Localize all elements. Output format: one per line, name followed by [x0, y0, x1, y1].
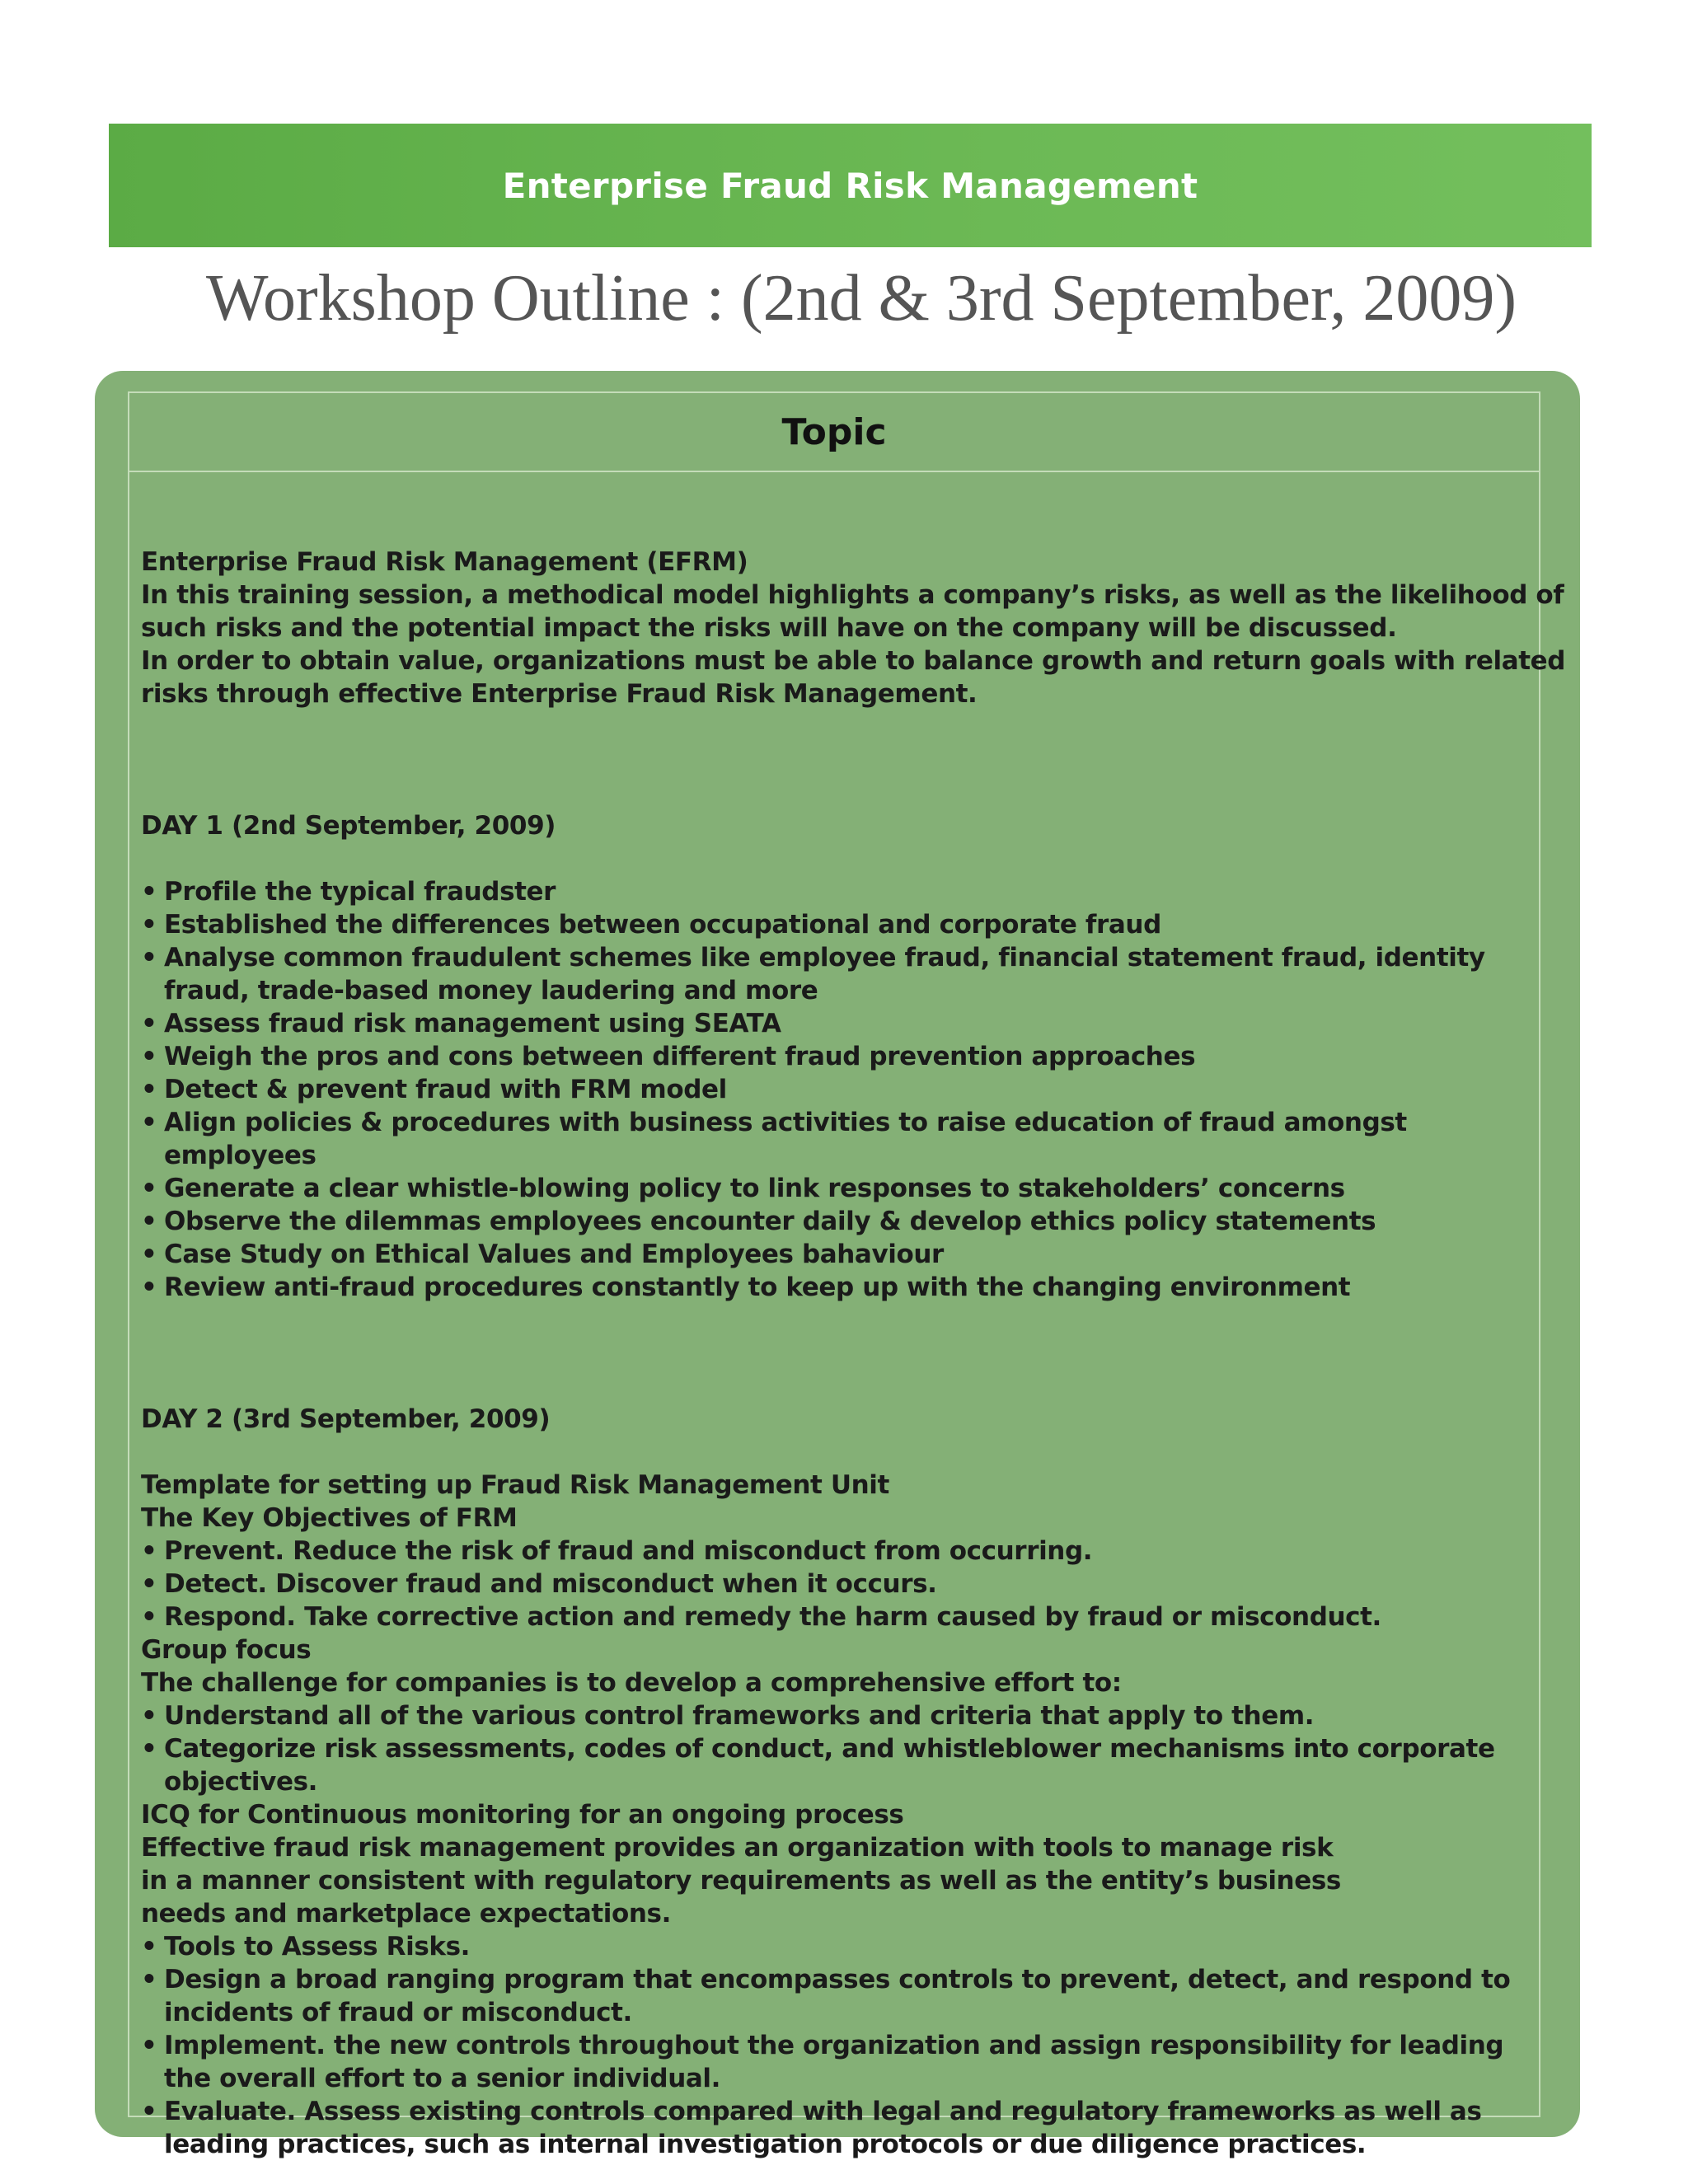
list-item: [141, 2029, 1534, 2095]
intro-line: such risks and the potential impact the risks will have on the company will be discussed.: [141, 613, 1397, 643]
header-banner: [109, 124, 1592, 247]
effective-line: needs and marketplace expectations.: [141, 1899, 671, 1929]
bullet-icon: •: [141, 2097, 157, 2126]
list-item: [141, 2095, 1534, 2161]
template-title: Template for setting up Fraud Risk Management Unit: [141, 1470, 889, 1500]
bullet-icon: •: [141, 877, 157, 907]
objectives-title: The Key Objectives of FRM: [141, 1503, 518, 1533]
list-item: [141, 908, 1534, 941]
list-item: [141, 1172, 1534, 1205]
bullet-icon: •: [141, 1734, 157, 1764]
day1-heading: DAY 1 (2nd September, 2009): [141, 811, 556, 841]
challenge-item: Categorize risk assessments, codes of conduct, and whistleblower mechanisms into corporate objectives.: [164, 1734, 1495, 1797]
objective-item: Respond. Take corrective action and remedy the harm caused by fraud or misconduct.: [164, 1602, 1381, 1632]
topic-table: [128, 391, 1566, 2159]
efrm-heading: Enterprise Fraud Risk Management (EFRM): [141, 547, 748, 577]
day1-item: Observe the dilemmas employees encounter daily & develop ethics policy statements: [164, 1207, 1376, 1236]
day1-item: Weigh the pros and cons between different fraud prevention approaches: [164, 1042, 1196, 1071]
topic-panel: [95, 371, 1580, 2159]
bullet-icon: •: [141, 943, 157, 972]
bullet-icon: •: [141, 1108, 157, 1137]
day1-item: Generate a clear whistle-blowing policy to link responses to stakeholders’ concerns: [164, 1174, 1345, 1203]
group-focus: Group focus: [141, 1635, 312, 1665]
intro-line: In order to obtain value, organizations must be able to balance growth and return goals with related: [141, 646, 1566, 676]
list-item: [141, 1238, 1534, 1271]
day1-item: Review anti-fraud procedures constantly to keep up with the changing environment: [164, 1272, 1351, 1302]
tools-item: Tools to Assess Risks.: [164, 1932, 471, 1961]
list-item: [141, 941, 1534, 1007]
bullet-icon: •: [141, 1536, 157, 1566]
bullet-icon: •: [141, 1009, 157, 1038]
bullet-icon: •: [141, 1240, 157, 1269]
banner-title: Enterprise Fraud Risk Management: [502, 165, 1198, 206]
list-item: [141, 875, 1534, 908]
list-item: [141, 1205, 1534, 1238]
bullet-icon: •: [141, 1272, 157, 1302]
list-item: [141, 1007, 1534, 1040]
list-item: [141, 1930, 1534, 1963]
list-item: [141, 1106, 1534, 1172]
day1-item: Case Study on Ethical Values and Employees bahaviour: [164, 1240, 944, 1269]
list-item: [141, 1040, 1534, 1073]
effective-line: in a manner consistent with regulatory requirements as well as the entity’s business: [141, 1866, 1341, 1896]
bullet-icon: •: [141, 1965, 157, 1994]
bullet-icon: •: [141, 1602, 157, 1632]
bullet-icon: •: [141, 1701, 157, 1731]
tools-item: Evaluate. Assess existing controls compared with legal and regulatory frameworks as well as leading practices, such as internal investigation protocols or due diligence practices.: [164, 2097, 1482, 2159]
intro-line: In this training session, a methodical model highlights a company’s risks, as well as the likelihood of: [141, 580, 1564, 610]
day1-item: Detect & prevent fraud with FRM model: [164, 1075, 727, 1104]
objective-item: Detect. Discover fraud and misconduct when it occurs.: [164, 1569, 937, 1599]
topic-content: [141, 546, 1566, 2161]
day1-item: Align policies & procedures with business activities to raise education of fraud amongst employees: [164, 1108, 1407, 1170]
list-item: [141, 1699, 1534, 1732]
bullet-icon: •: [141, 1569, 157, 1599]
bullet-icon: •: [141, 1174, 157, 1203]
list-item: [141, 1271, 1534, 1304]
bullet-icon: •: [141, 1042, 157, 1071]
bullet-icon: •: [141, 1207, 157, 1236]
effective-line: Effective fraud risk management provides an organization with tools to manage risk: [141, 1833, 1334, 1863]
list-item: [141, 1963, 1534, 2029]
tools-item: Implement. the new controls throughout the organization and assign responsibility for leading the overall effort to a senior individual.: [164, 2031, 1504, 2093]
day2-heading: DAY 2 (3rd September, 2009): [141, 1404, 551, 1434]
icq-title: ICQ for Continuous monitoring for an ongoing process: [141, 1800, 904, 1830]
list-item: [141, 1732, 1534, 1798]
objective-item: Prevent. Reduce the risk of fraud and misconduct from occurring.: [164, 1536, 1093, 1566]
topic-header: Topic: [781, 410, 887, 453]
list-item: [141, 1601, 1534, 1633]
day1-item: Analyse common fraudulent schemes like employee fraud, financial statement fraud, identity fraud, trade-based money laudering and more: [164, 943, 1485, 1005]
list-item: [141, 1073, 1534, 1106]
list-item: [141, 1535, 1534, 1568]
bullet-icon: •: [141, 2031, 157, 2060]
tools-item: Design a broad ranging program that encompasses controls to prevent, detect, and respond to incidents of fraud or misconduct.: [164, 1965, 1511, 2027]
day1-item: Profile the typical fraudster: [164, 877, 556, 907]
challenge-text: The challenge for companies is to develop a comprehensive effort to:: [141, 1668, 1122, 1698]
day1-item: Established the differences between occupational and corporate fraud: [164, 910, 1161, 940]
bullet-icon: •: [141, 1075, 157, 1104]
workshop-outline-title: Workshop Outline : (2nd & 3rd September, 2009): [205, 262, 1517, 335]
bullet-icon: •: [141, 910, 157, 940]
list-item: [141, 1568, 1534, 1601]
bullet-icon: •: [141, 1932, 157, 1961]
topic-header-row: [129, 393, 1539, 472]
intro-line: risks through effective Enterprise Fraud Risk Management.: [141, 679, 978, 709]
challenge-item: Understand all of the various control frameworks and criteria that apply to them.: [164, 1701, 1315, 1731]
day1-item: Assess fraud risk management using SEATA: [164, 1009, 781, 1038]
